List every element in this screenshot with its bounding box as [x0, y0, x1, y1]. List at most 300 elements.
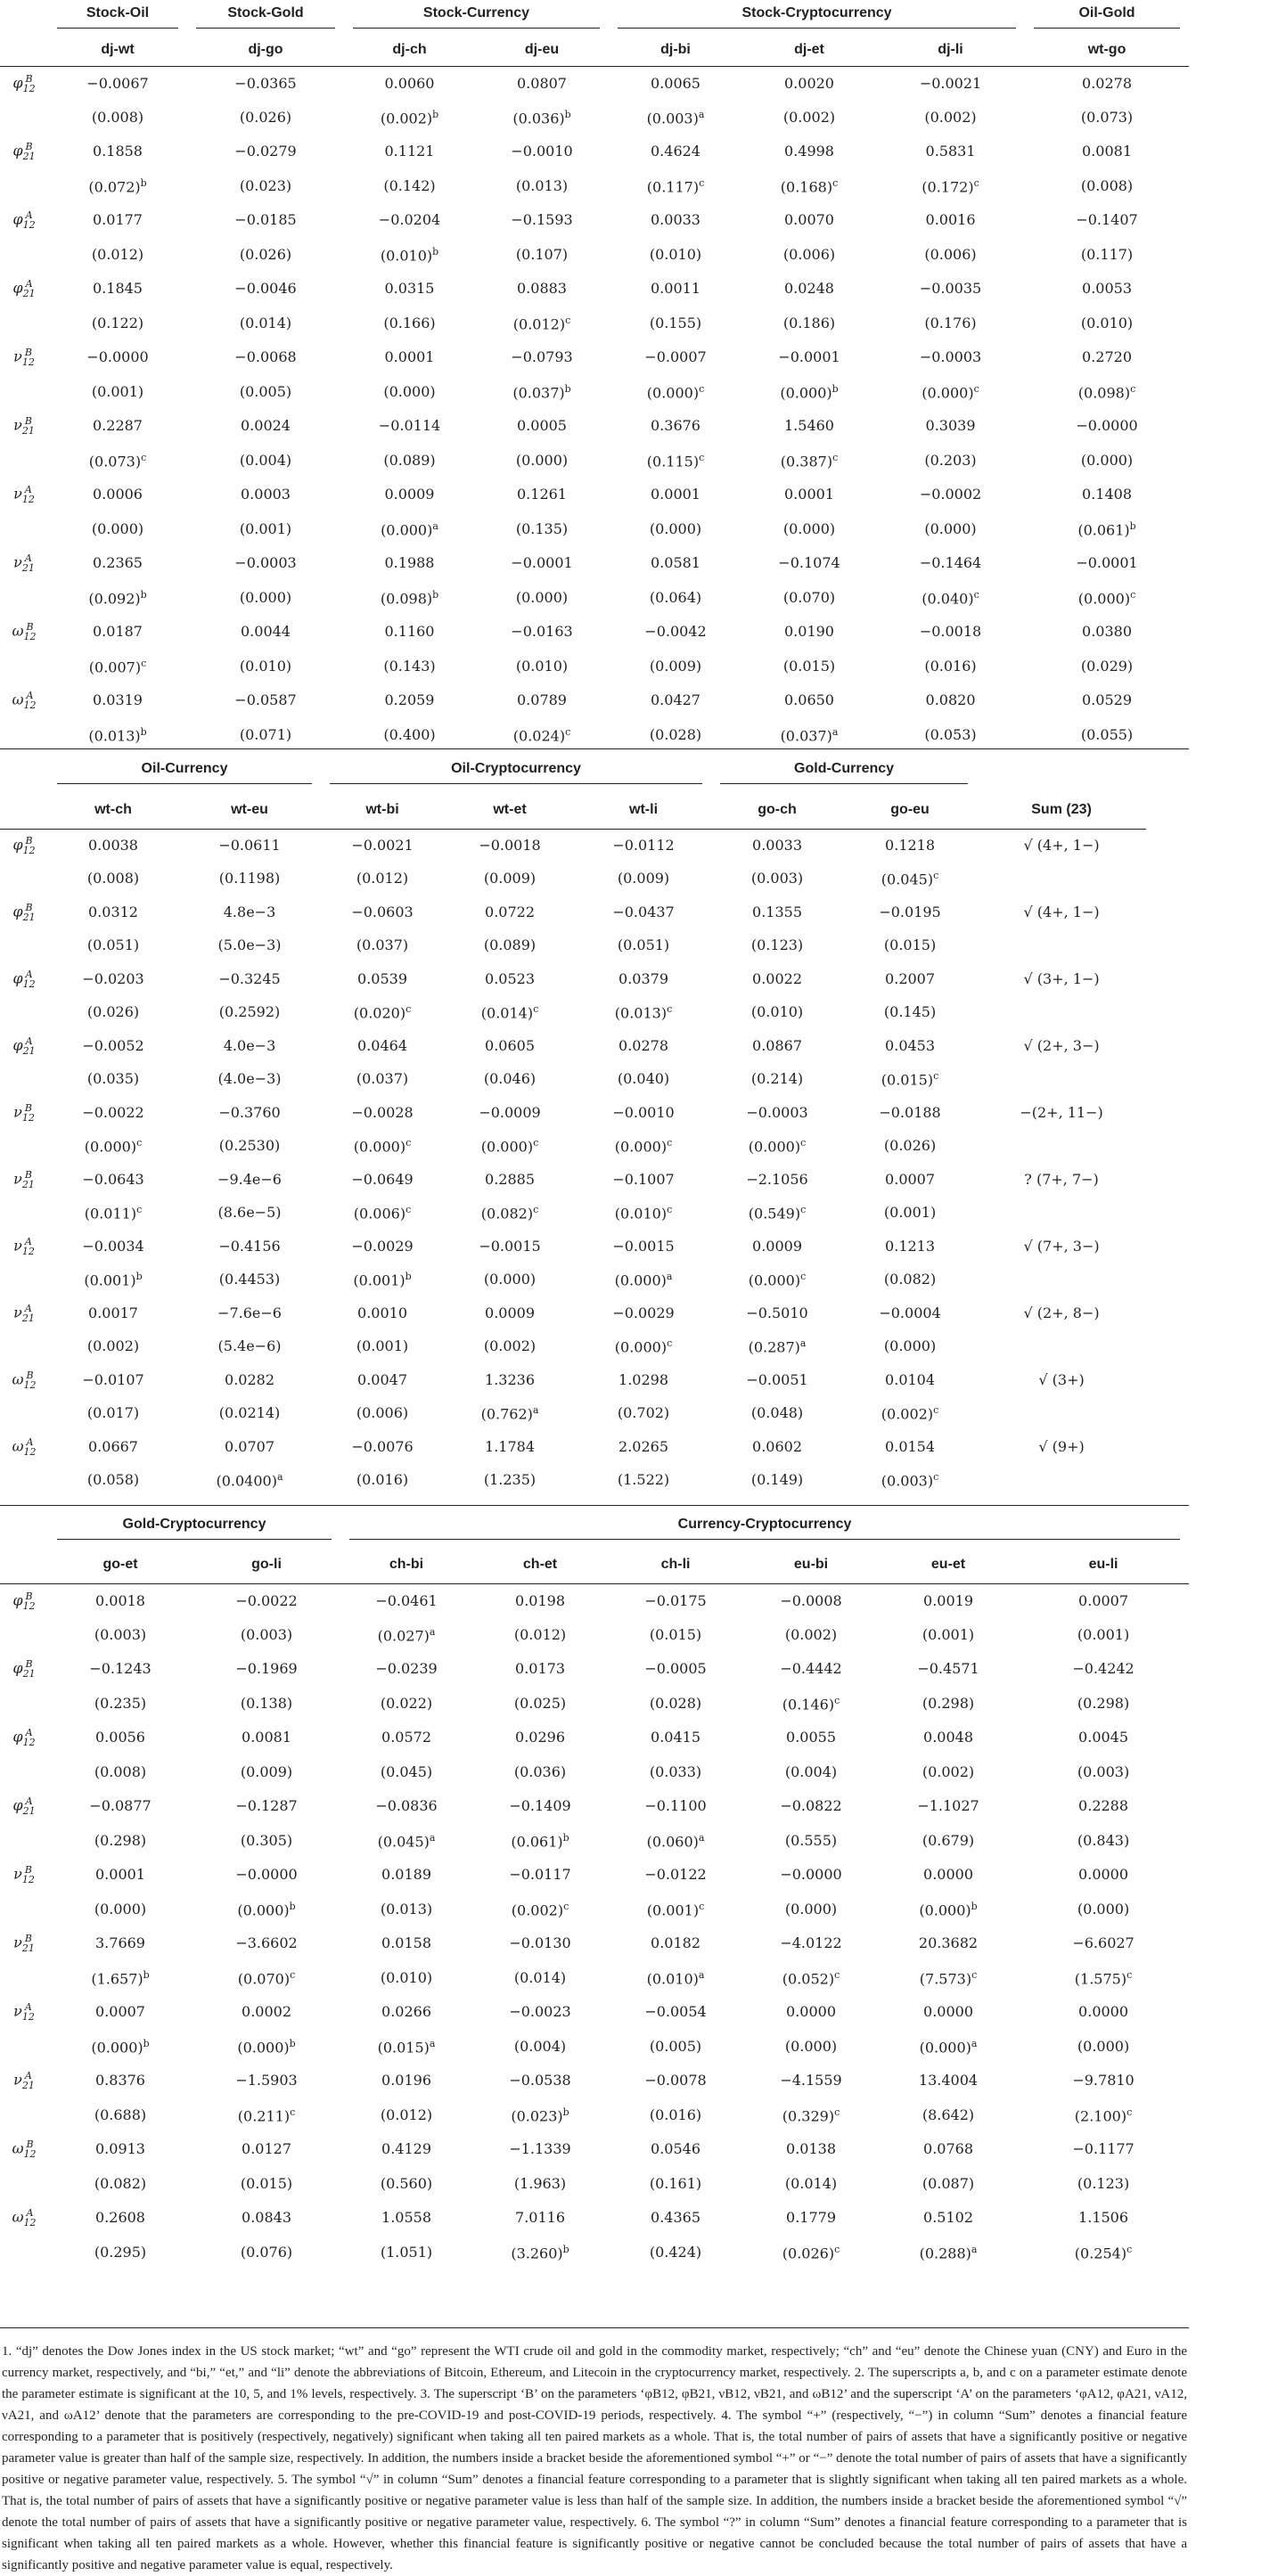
std-error-value: (0.045): [881, 871, 934, 888]
column-header: dj-eu: [475, 34, 609, 66]
estimate-value: 0.0464: [357, 1036, 407, 1054]
estimate-value: −2.1056: [746, 1170, 808, 1188]
std-error-value: (0.073): [88, 452, 142, 470]
parameter-label: ω A 12: [12, 2207, 37, 2229]
estimate-row: [0, 615, 1189, 650]
estimate-value: −0.1100: [644, 1797, 707, 1815]
estimate-value: 7.0116: [515, 2209, 565, 2227]
std-error-row: (0.008) (0.026) $(0.002)^b$ $(0.036)^b$ $(0.003)^a$ (0.002) (0.002) (0.073): [91, 108, 1134, 127]
parameter-label: φ A 12: [12, 209, 36, 232]
group-header: Stock-Oil: [48, 0, 187, 34]
std-error-value: (0.000): [922, 383, 974, 401]
estimate-value: 0.0427: [651, 691, 700, 709]
std-error-row: (0.298) (0.305) $(0.045)^a$ $(0.061)^b$ $(0.060)^a$ (0.555) (0.679) (0.843): [94, 1831, 1130, 1850]
estimate-row: [0, 1995, 1189, 2030]
estimate-row: [0, 203, 1189, 238]
parameter-label: φ A 21: [12, 1795, 36, 1818]
std-error-value: (0.061): [1077, 520, 1130, 538]
estimate-row: [0, 2064, 1189, 2098]
estimate-value: −0.0010: [612, 1103, 675, 1121]
estimate-value: 0.0843: [242, 2209, 291, 2227]
column-header: wt-li: [576, 791, 711, 829]
estimate-value: −0.0649: [351, 1170, 414, 1188]
significance-mark: c: [533, 1137, 539, 1149]
significance-mark: b: [564, 108, 571, 120]
significance-mark: a: [432, 519, 438, 532]
significance-mark: c: [834, 1968, 840, 1981]
std-error-value: (0.000): [919, 2038, 971, 2056]
estimate-value: 0.0707: [225, 1437, 274, 1455]
significance-mark: c: [834, 2106, 840, 2118]
estimate-row: [0, 1858, 1189, 1893]
std-error-value: (1.575): [1074, 1969, 1127, 1987]
estimate-row: [0, 546, 1189, 581]
estimate-row: [0, 409, 1189, 444]
std-error-value: (0.015): [377, 2038, 430, 2056]
estimate-value: 0.1858: [93, 143, 143, 160]
estimate-value: 0.0154: [885, 1437, 936, 1455]
estimate-row: [0, 1721, 1189, 1755]
estimate-value: −0.0163: [511, 623, 573, 641]
significance-mark: c: [136, 1137, 143, 1149]
significance-mark: c: [699, 1900, 705, 1912]
parameter-label: ν A 21: [13, 552, 35, 575]
estimate-value: 0.1988: [384, 554, 435, 572]
std-error-value: (0.026): [782, 2244, 835, 2261]
estimate-value: 0.0081: [1082, 143, 1133, 160]
std-error-row: $(1.657)^b$ $(0.070)^c$ (0.010) (0.014) $(0.010)^a$ $(0.052)^c$ $(7.573)^c$ $(1.575)^c$: [91, 1968, 1133, 1987]
parameter-label: ν B 12: [13, 347, 35, 369]
estimate-value: 0.0038: [88, 837, 138, 854]
estimate-value: −0.0538: [509, 2072, 571, 2089]
estimate-value: 0.0060: [384, 74, 435, 92]
estimate-value: 0.8376: [95, 2072, 145, 2089]
std-error-row: (0.003) (0.003) $(0.027)^a$ (0.012) (0.015) (0.002) (0.001) (0.001): [94, 1625, 1130, 1644]
estimate-value: 4.0e−3: [223, 1036, 276, 1054]
estimate-row: [0, 1029, 1278, 1063]
estimate-value: 0.0001: [784, 486, 834, 503]
parameter-label: ν B 12: [13, 1864, 35, 1886]
column-header: ch-li: [608, 1546, 743, 1583]
significance-mark: b: [405, 1271, 412, 1283]
std-error-row: (0.002) (5.4e−6) (0.001) (0.002) $(0.000)^c$ $(0.287)^a$ (0.000): [86, 1337, 937, 1356]
estimate-value: 0.0001: [384, 348, 435, 366]
significance-mark: c: [800, 1204, 807, 1216]
significance-mark: a: [532, 1404, 539, 1417]
sum-value: −(2+, 11−): [1020, 1103, 1103, 1121]
group-header: Gold-Currency: [711, 754, 977, 791]
estimate-value: −0.0029: [351, 1237, 414, 1255]
estimate-row: [0, 683, 1189, 718]
parameter-label: φ A 12: [12, 1727, 36, 1749]
estimate-value: 0.0198: [515, 1591, 565, 1609]
estimate-value: −0.0239: [375, 1660, 438, 1678]
std-error-row: $(0.000)^c$ (0.2530) $(0.000)^c$ $(0.000)^c$ $(0.000)^c$ $(0.000)^c$ (0.026): [84, 1137, 937, 1156]
column-header: go-ch: [711, 791, 843, 829]
estimate-value: 0.0000: [786, 2003, 836, 2021]
significance-mark: b: [432, 108, 439, 120]
significance-mark: c: [533, 1204, 539, 1216]
std-error-value: (0.006): [353, 1205, 406, 1223]
parameter-label: φ B 12: [12, 72, 36, 94]
estimate-value: 1.0298: [619, 1370, 669, 1388]
sum-value: √ (7+, 3−): [1023, 1237, 1100, 1255]
significance-mark: a: [429, 2037, 436, 2049]
estimate-value: 0.0158: [381, 1934, 431, 1952]
estimate-value: −1.5903: [235, 2072, 298, 2089]
estimate-value: −0.0004: [879, 1304, 941, 1321]
parameter-label: ν B 21: [13, 415, 35, 438]
estimate-value: −0.0018: [919, 623, 982, 641]
significance-mark: c: [1126, 1968, 1133, 1981]
estimate-value: 0.0572: [381, 1729, 431, 1746]
significance-mark: a: [698, 108, 705, 120]
std-error-value: (0.024): [512, 726, 566, 744]
estimate-value: −0.0023: [509, 2003, 571, 2021]
estimate-value: −0.0052: [82, 1036, 144, 1054]
significance-mark: b: [289, 2037, 296, 2049]
estimate-value: 0.0017: [88, 1304, 138, 1321]
significance-mark: c: [834, 2243, 840, 2255]
estimate-value: −0.4571: [917, 1660, 979, 1678]
estimate-value: 1.0558: [381, 2209, 431, 2227]
std-error-value: (0.010): [646, 1969, 699, 1987]
std-error-value: (0.020): [353, 1004, 406, 1022]
std-error-value: (3.260): [511, 2244, 563, 2261]
significance-mark: a: [698, 1968, 705, 1981]
group-header: Currency-Cryptocurrency: [340, 1510, 1189, 1546]
significance-mark: c: [565, 314, 571, 326]
estimate-value: 0.0007: [1078, 1591, 1129, 1609]
std-error-value: (0.082): [480, 1205, 534, 1223]
estimate-value: −0.0007: [644, 348, 707, 366]
significance-mark: c: [141, 657, 147, 669]
estimate-value: −4.1559: [780, 2072, 842, 2089]
estimate-value: −0.0000: [1076, 417, 1138, 435]
estimate-value: 0.0033: [752, 837, 803, 854]
std-error-value: (0.013): [88, 726, 141, 744]
estimate-value: −0.0822: [780, 1797, 842, 1815]
estimate-row: [0, 1430, 1278, 1464]
significance-mark: b: [143, 2037, 150, 2049]
estimate-value: −0.0009: [479, 1103, 541, 1121]
std-error-value: (0.098): [380, 589, 433, 607]
estimate-value: −0.0130: [509, 1934, 571, 1952]
estimate-value: 0.0000: [1078, 2003, 1129, 2021]
sum-value: √ (2+, 8−): [1023, 1304, 1100, 1321]
std-error-row: (0.235) (0.138) (0.022) (0.025) (0.028) $(0.146)^c$ (0.298) (0.298): [94, 1694, 1130, 1713]
estimate-value: −0.0117: [509, 1866, 571, 1884]
significance-mark: c: [406, 1204, 412, 1216]
estimate-value: −0.0461: [375, 1591, 438, 1609]
estimate-value: 0.2720: [1082, 348, 1133, 366]
std-error-value: (0.001): [353, 1272, 406, 1289]
estimate-value: 0.0196: [381, 2072, 431, 2089]
estimate-value: −0.0029: [612, 1304, 675, 1321]
estimate-value: −0.0611: [218, 837, 281, 854]
significance-mark: c: [973, 176, 979, 189]
sum-value: √ (4+, 1−): [1023, 837, 1100, 854]
estimate-value: −0.0793: [511, 348, 573, 366]
column-header: go-eu: [843, 791, 977, 829]
estimate-value: −3.6602: [235, 1934, 298, 1952]
estimate-value: −0.1969: [235, 1660, 298, 1678]
std-error-value: (0.040): [922, 589, 974, 607]
estimate-row: [0, 1230, 1278, 1263]
std-error-value: (0.002): [511, 1901, 564, 1918]
estimate-value: 0.1845: [93, 280, 143, 298]
std-error-row: (0.008) (0.009) (0.045) (0.036) (0.033) (0.004) (0.002) (0.003): [94, 1762, 1130, 1780]
estimate-value: −0.0002: [919, 486, 982, 503]
std-error-value: (0.254): [1074, 2244, 1127, 2261]
estimate-value: −0.0001: [1076, 554, 1138, 572]
estimate-value: 0.0187: [93, 623, 143, 641]
significance-mark: b: [564, 382, 571, 395]
std-error-value: (0.287): [748, 1338, 800, 1356]
significance-mark: c: [406, 1003, 412, 1016]
estimate-value: 0.0065: [651, 74, 700, 92]
estimate-row: [0, 829, 1278, 863]
significance-mark: c: [832, 451, 839, 463]
std-error-value: (0.115): [646, 452, 700, 470]
estimate-row: [0, 895, 1278, 929]
parameter-label: ω B 12: [12, 621, 37, 643]
std-error-value: (0.015): [881, 1071, 934, 1089]
estimate-row: [0, 1163, 1278, 1197]
estimate-value: 0.0189: [381, 1866, 431, 1884]
column-header: wt-ch: [48, 791, 178, 829]
parameter-label: φ B 21: [12, 1658, 36, 1681]
estimate-value: −9.4e−6: [217, 1170, 282, 1188]
std-error-row: (0.688) $(0.211)^c$ (0.012) $(0.023)^b$ (0.016) $(0.329)^c$ (8.642) $(2.100)^c$: [94, 2106, 1133, 2124]
significance-mark: b: [562, 2243, 569, 2255]
estimate-value: 0.4129: [381, 2140, 431, 2158]
estimate-value: −0.4156: [218, 1237, 281, 1255]
estimate-value: 0.0016: [925, 211, 976, 229]
std-error-value: (0.000): [614, 1272, 667, 1289]
estimate-value: −0.1177: [1072, 2140, 1135, 2158]
estimate-value: 0.0009: [485, 1304, 535, 1321]
column-header: wt-eu: [178, 791, 321, 829]
estimate-row: [0, 1363, 1278, 1397]
significance-mark: c: [565, 725, 571, 738]
estimate-value: 0.0605: [485, 1036, 535, 1054]
estimate-value: −0.0114: [378, 417, 441, 435]
std-error-row: (0.082) (0.015) (0.560) (1.963) (0.161) (0.014) (0.087) (0.123): [94, 2174, 1130, 2192]
estimate-value: −0.0204: [378, 211, 441, 229]
parameter-label: ν A 12: [13, 2001, 35, 2024]
estimate-value: −0.1287: [235, 1797, 298, 1815]
significance-mark: a: [666, 1271, 673, 1283]
std-error-row: (0.295) (0.076) (1.051) $(3.260)^b$ (0.424) $(0.026)^c$ $(0.288)^a$ $(0.254)^c$: [94, 2243, 1133, 2261]
significance-mark: c: [973, 588, 979, 601]
estimate-value: 0.4998: [784, 143, 834, 160]
std-error-value: (0.549): [748, 1205, 801, 1223]
sum-value: ? (7+, 7−): [1024, 1170, 1099, 1188]
parameter-label: ω B 12: [12, 2138, 37, 2161]
estimate-value: 0.0070: [784, 211, 834, 229]
estimate-value: 0.0581: [651, 554, 700, 572]
sum-value: √ (9+): [1038, 1437, 1085, 1455]
estimate-value: −0.0122: [644, 1866, 707, 1884]
estimate-value: −0.0008: [780, 1591, 842, 1609]
estimate-value: 0.3039: [925, 417, 976, 435]
column-header: ch-bi: [340, 1546, 472, 1583]
significance-mark: b: [1129, 519, 1136, 532]
std-error-value: (0.014): [480, 1004, 534, 1022]
estimate-value: −0.0279: [234, 143, 297, 160]
estimate-value: 0.0033: [651, 211, 700, 229]
estimate-value: 0.0667: [88, 1437, 138, 1455]
estimate-value: 0.0007: [885, 1170, 936, 1188]
estimate-value: 0.0539: [357, 969, 407, 987]
estimate-value: −0.0067: [86, 74, 149, 92]
estimate-value: 0.0820: [925, 691, 976, 709]
std-error-value: (0.070): [237, 1969, 291, 1987]
estimate-value: −0.0365: [234, 74, 297, 92]
significance-mark: c: [1130, 588, 1136, 601]
estimate-value: −0.0076: [351, 1437, 414, 1455]
significance-mark: c: [533, 1003, 539, 1016]
estimate-value: 0.5102: [923, 2209, 973, 2227]
estimate-value: 0.0007: [95, 2003, 145, 2021]
std-error-value: (0.036): [512, 109, 565, 127]
significance-mark: b: [562, 2106, 569, 2118]
std-error-value: (7.573): [919, 1969, 972, 1987]
estimate-value: 1.1506: [1078, 2209, 1129, 2227]
estimate-value: 0.2059: [384, 691, 435, 709]
column-header: dj-go: [187, 34, 344, 66]
std-error-value: (0.762): [480, 1405, 533, 1423]
significance-mark: c: [832, 176, 839, 189]
column-header: eu-et: [879, 1546, 1018, 1583]
parameter-label: ν A 12: [13, 484, 35, 506]
estimate-row: [0, 272, 1189, 307]
footnote: [0, 2327, 1189, 2576]
estimate-value: 0.0278: [1082, 74, 1133, 92]
significance-mark: c: [667, 1337, 673, 1350]
std-error-value: (0.000): [780, 383, 832, 401]
group-header: Oil-Gold: [1025, 0, 1189, 34]
std-error-value: (0.052): [782, 1969, 835, 1987]
estimate-value: −0.0877: [89, 1797, 152, 1815]
estimate-value: 0.0173: [515, 1660, 565, 1678]
estimate-value: 0.1355: [752, 903, 803, 920]
std-error-value: (0.329): [782, 2106, 835, 2124]
std-error-row: (0.008) (0.1198) (0.012) (0.009) (0.009) (0.003) $(0.045)^c$: [86, 870, 939, 888]
parameter-label: φ B 21: [12, 141, 36, 163]
std-error-row: (0.051) (5.0e−3) (0.037) (0.089) (0.051) (0.123) (0.015): [86, 936, 937, 954]
estimate-value: −0.5010: [746, 1304, 808, 1321]
estimate-value: −0.0021: [351, 837, 414, 854]
std-error-value: (0.000): [381, 520, 433, 538]
estimate-value: 1.5460: [784, 417, 834, 435]
estimate-value: 0.0047: [357, 1370, 407, 1388]
estimate-value: 0.5831: [925, 143, 976, 160]
estimate-value: −0.3760: [218, 1103, 281, 1121]
significance-mark: c: [667, 1003, 673, 1016]
estimate-row: [0, 66, 1189, 101]
std-error-row: (0.058) $(0.0400)^a$ (0.016) (1.235) (1.522) (0.149) $(0.003)^c$: [86, 1471, 939, 1490]
estimate-value: −4.0122: [780, 1934, 842, 1952]
significance-mark: a: [429, 1831, 436, 1844]
std-error-value: (0.000): [480, 1138, 534, 1156]
estimate-value: 0.0138: [786, 2140, 836, 2158]
std-error-value: (0.037): [512, 383, 565, 401]
std-error-value: (0.000): [614, 1138, 668, 1156]
estimate-value: −6.6027: [1072, 1934, 1135, 1952]
parameter-label: φ A 21: [12, 278, 36, 300]
std-error-value: (0.0400): [216, 1472, 277, 1490]
significance-mark: b: [135, 1271, 143, 1283]
significance-mark: a: [276, 1471, 283, 1484]
estimate-value: −0.0068: [234, 348, 297, 366]
estimate-value: 0.0056: [95, 1729, 145, 1746]
estimate-value: 0.0379: [619, 969, 669, 987]
estimate-value: 0.0190: [784, 623, 834, 641]
parameter-label: ω A 12: [12, 1435, 37, 1458]
estimate-value: 0.3676: [651, 417, 700, 435]
significance-mark: a: [429, 1625, 436, 1638]
divider: [0, 748, 1189, 749]
significance-mark: b: [971, 1900, 978, 1912]
estimate-value: −1.1027: [917, 1797, 979, 1815]
estimate-value: 0.0453: [885, 1036, 936, 1054]
estimate-value: −0.0018: [479, 837, 541, 854]
estimate-row: [0, 340, 1189, 375]
estimate-value: −0.0836: [375, 1797, 438, 1815]
estimate-value: 0.0602: [752, 1437, 803, 1455]
estimate-value: 0.0415: [651, 1729, 700, 1746]
std-error-row: (0.017) (0.0214) (0.006) $(0.762)^a$ (0.702) (0.048) $(0.002)^c$: [86, 1404, 939, 1423]
estimate-value: 0.1218: [885, 837, 936, 854]
std-error-row: (0.000) (0.001) $(0.000)^a$ (0.135) (0.000) (0.000) (0.000) $(0.061)^b$: [91, 519, 1136, 538]
significance-mark: c: [290, 2106, 296, 2118]
estimate-value: 0.0266: [381, 2003, 431, 2021]
estimate-value: 0.0807: [517, 74, 567, 92]
std-error-row: (0.001) (0.005) (0.000) $(0.037)^b$ $(0.000)^c$ $(0.000)^b$ $(0.000)^c$ $(0.098)^c$: [91, 382, 1136, 401]
estimate-row: [0, 2132, 1189, 2167]
significance-mark: c: [933, 1404, 939, 1417]
std-error-value: (0.007): [88, 658, 142, 675]
std-error-value: (0.211): [237, 2106, 291, 2124]
std-error-row: $(0.013)^b$ (0.071) (0.400) $(0.024)^c$ (0.028) $(0.037)^a$ (0.053) (0.055): [88, 725, 1134, 744]
estimate-value: −0.4242: [1072, 1660, 1135, 1678]
estimate-value: −0.1007: [612, 1170, 675, 1188]
significance-mark: a: [971, 2243, 978, 2255]
estimate-value: 0.1213: [885, 1237, 936, 1255]
estimate-value: −0.0003: [919, 348, 982, 366]
significance-mark: a: [971, 2037, 978, 2049]
estimate-value: 0.0789: [517, 691, 567, 709]
estimate-value: −0.1409: [509, 1797, 571, 1815]
std-error-value: (0.027): [377, 1626, 430, 1644]
estimate-value: 2.0265: [619, 1437, 669, 1455]
estimate-value: 0.0546: [651, 2140, 700, 2158]
std-error-value: (0.092): [88, 589, 141, 607]
estimate-value: 0.0005: [517, 417, 567, 435]
estimate-value: 0.0001: [95, 1866, 145, 1884]
parameter-label: ν B 21: [13, 1933, 35, 1955]
std-error-row: $(0.007)^c$ (0.010) (0.143) (0.010) (0.009) (0.015) (0.016) (0.029): [88, 657, 1134, 675]
column-header: ch-et: [472, 1546, 608, 1583]
std-error-row: (0.000) $(0.000)^b$ (0.013) $(0.002)^c$ $(0.001)^c$ (0.000) $(0.000)^b$ (0.000): [94, 1900, 1130, 1918]
std-error-value: (0.172): [922, 177, 974, 195]
std-error-value: (0.002): [380, 109, 433, 127]
estimate-value: 0.0312: [88, 903, 138, 920]
significance-mark: c: [667, 1204, 673, 1216]
std-error-value: (0.011): [84, 1205, 137, 1223]
